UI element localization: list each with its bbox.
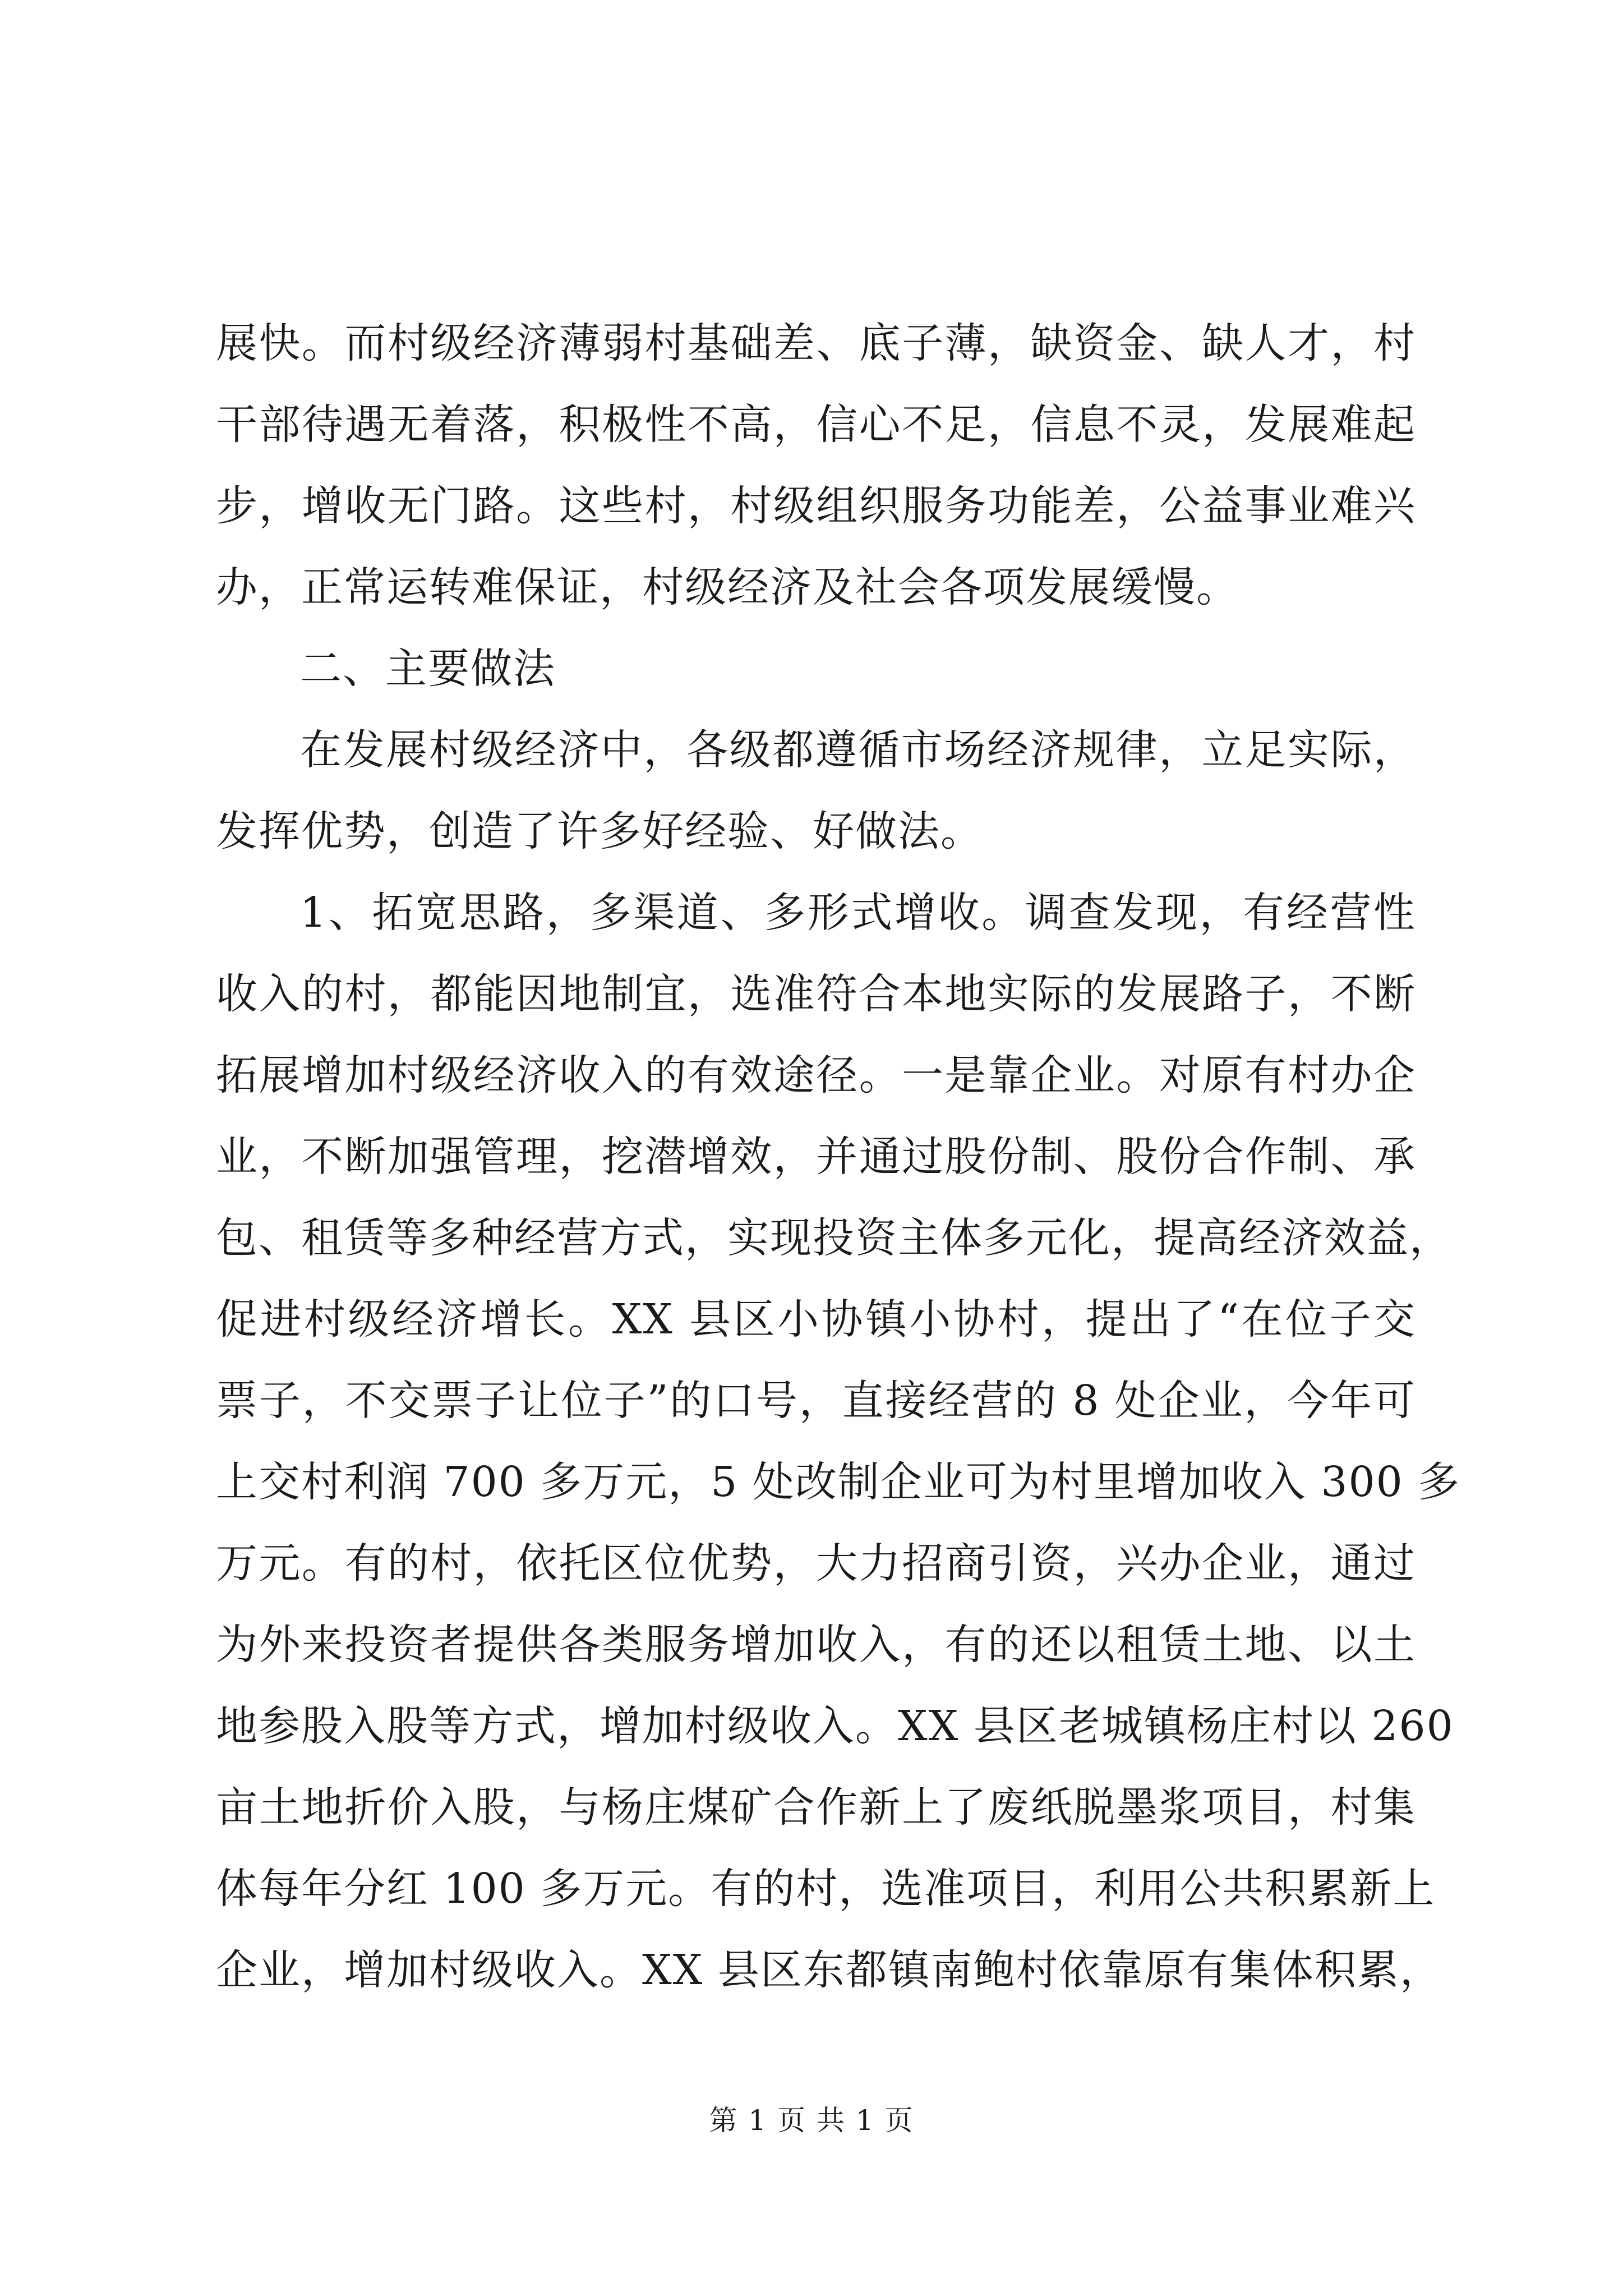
text-line: 为外来投资者提供各类服务增加收入，有的还以租赁土地、以土 [216,1621,1416,1669]
text-line: 业，不断加强管理，挖潜增效，并通过股份制、股份合作制、承 [216,1133,1416,1181]
section-heading: 二、主要做法 [300,645,556,693]
text-line: 发挥优势，创造了许多好经验、好做法。 [216,807,983,855]
text-line: 促进村级经济增长。XX 县区小协镇小协村，提出了“在位子交 [216,1295,1416,1343]
page-number-footer: 第 1 页 共 1 页 [709,2104,914,2137]
text-line: 干部待遇无着落，积极性不高，信心不足，信息不灵，发展难起 [216,401,1416,449]
text-line: 在发展村级经济中，各级都遵循市场经济规律，立足实际， [300,726,1416,774]
text-line: 包、租赁等多种经营方式，实现投资主体多元化，提高经济效益， [216,1214,1452,1262]
text-line: 1、拓宽思路，多渠道、多形式增收。调查发现，有经营性 [300,889,1416,937]
text-line: 亩土地折价入股，与杨庄煤矿合作新上了废纸脱墨浆项目，村集 [216,1783,1416,1832]
text-line: 步，增收无门路。这些村，村级组织服务功能差，公益事业难兴 [216,482,1416,530]
text-line: 企业，增加村级收入。XX 县区东都镇南鲍村依靠原有集体积累， [216,1946,1442,1994]
text-line: 万元。有的村，依托区位优势，大力招商引资，兴办企业，通过 [216,1539,1416,1588]
text-line: 展快。而村级经济薄弱村基础差、底子薄，缺资金、缺人才，村 [216,319,1416,367]
document-body [216,303,1461,2011]
text-line: 地参股入股等方式，增加村级收入。XX 县区老城镇杨庄村以 260 [216,1702,1454,1750]
text-line: 票子，不交票子让位子”的口号，直接经营的 8 处企业，今年可 [216,1377,1416,1425]
text-line: 拓展增加村级经济收入的有效途径。一是靠企业。对原有村办企 [216,1051,1416,1099]
text-line: 收入的村，都能因地制宜，选准符合本地实际的发展路子，不断 [216,970,1416,1018]
text-line: 体每年分红 100 多万元。有的村，选准项目，利用公共积累新上 [216,1865,1436,1913]
text-line: 上交村利润 700 多万元，5 处改制企业可为村里增加收入 300 多 [216,1458,1461,1506]
text-line: 办，正常运转难保证，村级经济及社会各项发展缓慢。 [216,563,1239,611]
